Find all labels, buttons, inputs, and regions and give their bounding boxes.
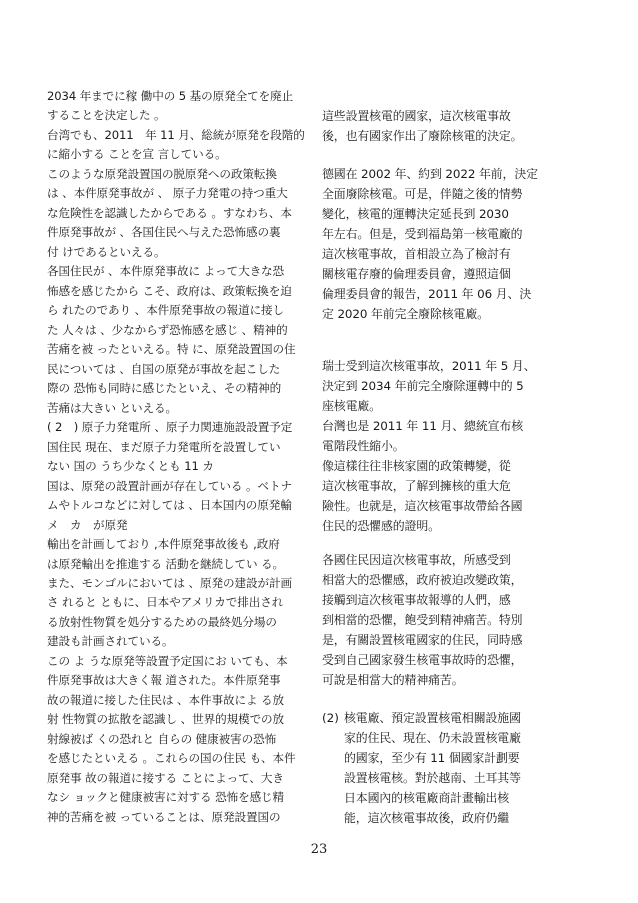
- text-line: 定 2020 年前完全廢除核電廠。: [322, 307, 489, 321]
- text-line: ない 国の うち少なくとも 11 カ: [47, 459, 214, 473]
- text-line: 決定到 2034 年前完全廢除運轉中的 5: [322, 379, 524, 393]
- text-line: さ れると ともに、日本やアメリカで排出され: [47, 595, 284, 609]
- text-line: 苦痛は大きい といえる。: [47, 401, 178, 415]
- text-line: 到相當的恐懼，飽受到精神痛苦。特別: [322, 613, 523, 627]
- page-number: 23: [310, 842, 328, 857]
- text-line: このような原発設置国の脱原発への政策転換: [47, 167, 277, 181]
- text-line: この よ うな原発等設置予定国にお いても、本: [47, 654, 288, 668]
- text-line: 各国住民が 、本件原発事故に よって大きな恐: [47, 264, 285, 278]
- text-line: 全面廢除核電。可是，伴隨之後的情勢: [322, 187, 523, 201]
- text-line: 這些設置核電的國家，這次核電事故: [322, 109, 511, 123]
- text-line: 怖感を感じたから こそ、政府は、政策転換を迫: [47, 284, 292, 298]
- text-line: 年左右。但是，受到福島第一核電廠的: [322, 227, 523, 241]
- text-line: 国は、原発の設置計画が存在している 。ベトナ: [47, 479, 292, 493]
- text-line: 這次核電事故，了解到擁核的重大危: [322, 479, 511, 493]
- text-line: た 人々は 、少なからず恐怖感を感じ 、精神的: [47, 323, 288, 337]
- text-line: 關核電存廢的倫理委員會，遵照這個: [322, 267, 511, 281]
- text-line: 德國在 2002 年、約到 2022 年前，決定: [322, 167, 538, 181]
- text-line: ( 2 ) 原子力発電所 、原子力関連施設設置予定: [47, 420, 293, 434]
- text-line: 家的住民、現在、仍未設置核電廠: [344, 731, 521, 745]
- text-line: 輸出を計画しており ,本件原発事故後も ,政府: [47, 537, 280, 551]
- text-line: を感じたといえる 。これらの国の住民 も、本件: [47, 751, 296, 765]
- text-line: 苦痛を被 ったといえる。特 に、原発設置国の住: [47, 342, 296, 356]
- text-line: は原発輸出を推進する 活動を継続してい る。: [47, 557, 285, 571]
- text-line: 像這樣往往非核家園的政策轉變，從: [322, 459, 511, 473]
- text-line: 設置核電核。對於越南、土耳其等: [344, 771, 521, 785]
- text-line: 神的苦痛を被 っていることは、原発設置国の: [47, 810, 281, 824]
- text-line: 射線被ば くの恐れと 自らの 健康被害の恐怖: [47, 732, 277, 746]
- text-line: 接觸到這次核電事故報導的人們，感: [322, 593, 511, 607]
- text-line: ムやトルコなどに対しては 、日本国内の原発輸: [47, 498, 292, 512]
- text-line: な危険性を認識したからである 。すなわち、本: [47, 206, 292, 220]
- text-line: 可說是相當大的精神痛苦。: [322, 673, 464, 687]
- text-line: 射 性物質の拡散を認識し 、世界的規模での放: [47, 712, 285, 726]
- text-line: 瑞士受到這次核電事故，2011 年 5 月、: [322, 359, 536, 373]
- text-line: は 、本件原発事故が 、 原子力発電の持つ重大: [47, 186, 288, 200]
- text-line: 核電廠、預定設置核電相關設施國: [344, 711, 521, 725]
- text-line: 住民的恐懼感的證明。: [322, 519, 440, 533]
- text-line: 各國住民因這次核電事故，所感受到: [322, 553, 511, 567]
- text-line: 台灣也是 2011 年 11 月、總統宣布核: [322, 419, 523, 433]
- text-line: また、モンゴルにおいては 、原発の建設が計画: [47, 576, 292, 590]
- text-line: することを決定した 。: [47, 108, 166, 122]
- text-line: る放射性物質を処分するための最終処分場の: [47, 615, 277, 629]
- text-line: 倫理委員會的報告，2011 年 06 月、決: [322, 287, 532, 301]
- text-line: 件原発事故が 、各国住民へ与えた恐怖感の裏: [47, 225, 281, 239]
- text-line: 能，這次核電事故後，政府仍繼: [344, 811, 510, 825]
- text-line: 付 けであるといえる。: [47, 245, 166, 259]
- text-line: 的國家，至少有 11 個國家計劃要: [344, 751, 520, 765]
- text-line: 2034 年までに稼 働中の 5 基の原発全てを廃止: [47, 89, 294, 103]
- text-line: 座核電廠。: [322, 399, 381, 413]
- text-line: 日本國內的核電廠商計畫輸出核: [344, 791, 510, 805]
- text-line: に縮小する ことを宣 言している。: [47, 147, 227, 161]
- text-line: メ カ が原発: [47, 518, 128, 532]
- text-line: なシ ョックと健康被害に対する 恐怖を感じ精: [47, 790, 285, 804]
- text-line: 這次核電事故，首相設立為了檢討有: [322, 247, 511, 261]
- text-line: 後，也有國家作出了廢除核電的決定。: [322, 129, 523, 143]
- text-line: 台湾でも、2011 年 11 月、総統が原発を段階的: [47, 128, 305, 142]
- text-line: 是，有關設置核電國家的住民，同時感: [322, 633, 523, 647]
- text-line: ら れたのであり 、本件原発事故の報道に接し: [47, 303, 285, 317]
- text-line: 故の報道に接した住民は 、本件事故によ る放: [47, 693, 285, 707]
- text-line: 際の 恐怖も同時に感じたといえ、その精神的: [47, 381, 282, 395]
- text-line: 原発事 故の報道に接する ことによって、大き: [47, 771, 284, 785]
- text-line: 變化，核電的運轉決定延長到 2030: [322, 207, 509, 221]
- text-line: 民については 、自国の原発が事故を起こした: [47, 362, 281, 376]
- text-line: 電階段性縮小。: [322, 439, 405, 453]
- text-line: 国住民 現在、まだ原子力発電所を設置してい: [47, 440, 281, 454]
- text-line: 相當大的恐懼感，政府被迫改變政策，: [322, 573, 523, 587]
- text-line: 建設も計画されている。: [47, 634, 174, 648]
- text-line: 受到自己國家發生核電事故時的恐懼，: [322, 653, 523, 667]
- text-line: 件原発事故は大きく報 道された。本件原発事: [47, 673, 281, 687]
- text-line: 險性。也就是，這次核電事故帶給各國: [322, 499, 523, 513]
- list-number: (2): [322, 711, 339, 725]
